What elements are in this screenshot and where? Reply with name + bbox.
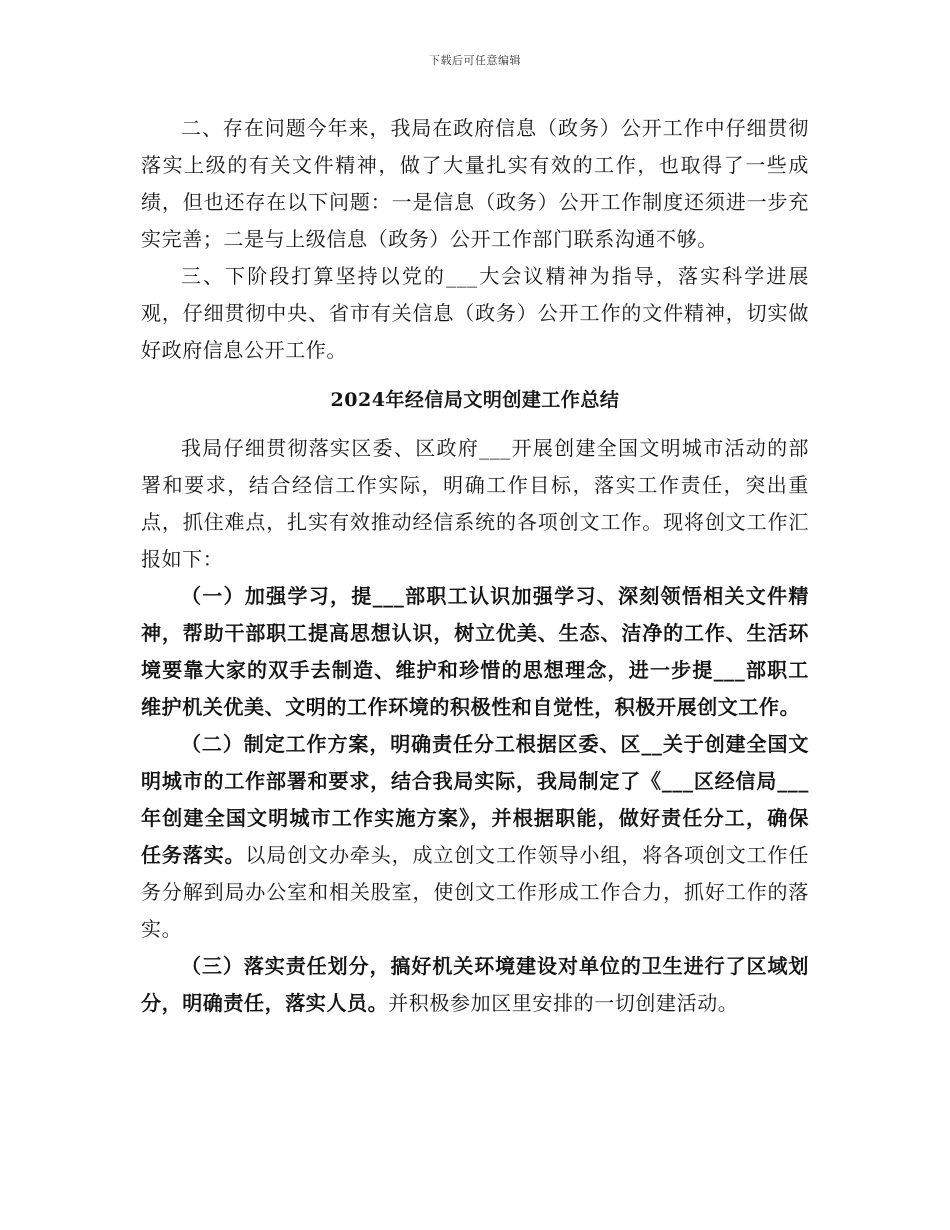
document-body	[141, 110, 809, 1022]
paragraph-section-1	[141, 578, 809, 726]
page-header: 下载后可任意编辑	[429, 54, 521, 67]
paragraph-section-2	[141, 726, 809, 948]
document-title: 2024年经信局文明创建工作总结	[330, 389, 620, 411]
paragraph-intro: 我局仔细贯彻落实区委、区政府___开展创建全国文明城市活动的部署和要求，结合经信工作实际，明确工作目标，落实工作责任，突出重点，抓住难点，扎实有效推动经信系统的各项创文工作。现将创文工作汇报如下：	[141, 436, 809, 571]
section-3-heading: （三）落实责任划分，搞好机关环境建设对单位的卫生进行了区域划分，明确责任，落实人员。	[141, 954, 809, 1015]
paragraph-section-3	[141, 948, 809, 1022]
section-2-body: 以局创文办牵头，成立创文工作领导小组，将各项创文工作任务分解到局办公室和相关股室，使创文工作形成工作合力，抓好工作的落实。	[141, 843, 809, 941]
paragraph-problems: 二、存在问题今年来，我局在政府信息（政务）公开工作中仔细贯彻落实上级的有关文件精神，做了大量扎实有效的工作，也取得了一些成绩，但也还存在以下问题：一是信息（政务）公开工作制度还须进一步充实完善；二是与上级信息（政务）公开工作部门联系沟通不够。	[141, 116, 809, 251]
section-3-body: 并积极参加区里安排的一切创建活动。	[388, 991, 739, 1015]
section-1-text: （一）加强学习，提___部职工认识加强学习、深刻领悟相关文件精神，帮助干部职工提高思想认识，树立优美、生态、洁净的工作、生活环境要靠大家的双手去制造、维护和珍惜的思想理念，进一步提___部职工维护机关优美、文明的工作环境的积极性和自觉性，积极开展创文工作。	[141, 584, 809, 719]
paragraph-next-plan: 三、下阶段打算坚持以党的___大会议精神为指导，落实科学进展观，仔细贯彻中央、省市有关信息（政务）公开工作的文件精神，切实做好政府信息公开工作。	[141, 264, 809, 362]
section-2-heading: （二）制定工作方案，明确责任分工根据区委、区__关于创建全国文明城市的工作部署和要求，结合我局实际，我局制定了《___区经信局___年创建全国文明城市工作实施方案》，并根据职能，做好责任分工，确保任务落实。	[141, 732, 809, 867]
